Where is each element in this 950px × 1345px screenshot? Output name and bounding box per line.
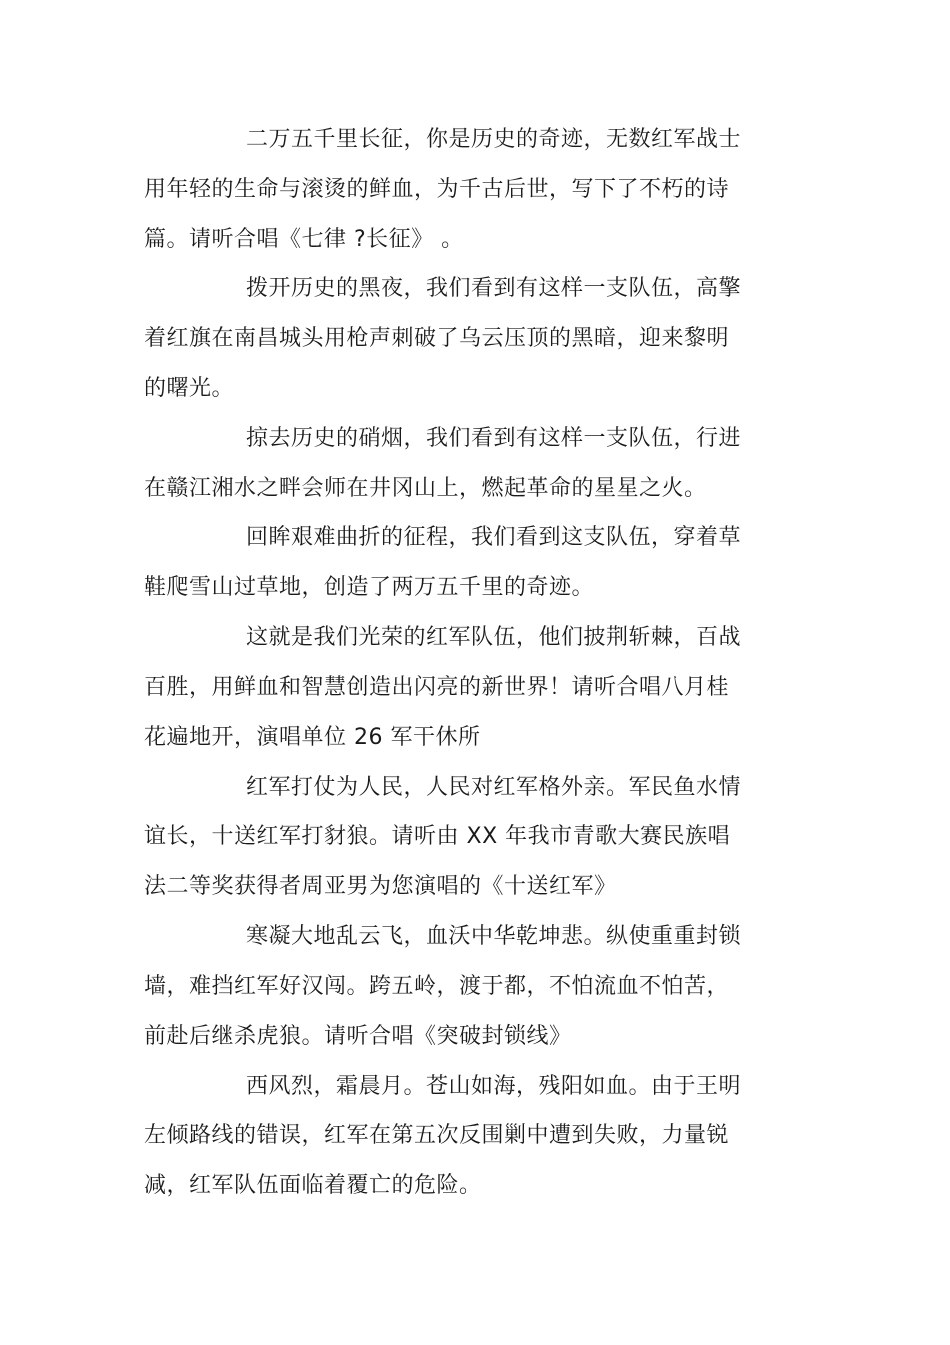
text-line: 红军打仗为人民，人民对红军格外亲。军民鱼水情 bbox=[246, 775, 742, 800]
text-line: 掠去历史的硝烟，我们看到有这样一支队伍，行进 bbox=[246, 426, 742, 451]
text-line: 法二等奖获得者周亚男为您演唱的《十送红军》 bbox=[144, 874, 617, 899]
text-line: 着红旗在南昌城头用枪声刺破了乌云压顶的黑暗，迎来黎明 bbox=[144, 326, 730, 351]
text-line: 谊长，十送红军打豺狼。请听由 XX 年我市青歌大赛民族唱 bbox=[144, 824, 731, 849]
text-line: 二万五千里长征，你是历史的奇迹，无数红军战士 bbox=[246, 127, 742, 152]
text-line: 减，红军队伍面临着覆亡的危险。 bbox=[144, 1173, 482, 1198]
text-line: 花遍地开，演唱单位 26 军干休所 bbox=[144, 725, 481, 750]
text-line: 前赴后继杀虎狼。请听合唱《突破封锁线》 bbox=[144, 1024, 572, 1049]
text-line: 这就是我们光荣的红军队伍，他们披荆斩棘，百战 bbox=[246, 625, 742, 650]
text-line: 左倾路线的错误，红军在第五次反围剿中遭到失败，力量锐 bbox=[144, 1123, 730, 1148]
text-line: 西风烈，霜晨月。苍山如海，残阳如血。由于王明 bbox=[246, 1074, 742, 1099]
text-line: 篇。请听合唱《七律 ?长征》 。 bbox=[144, 227, 464, 252]
text-line: 回眸艰难曲折的征程，我们看到这支队伍，穿着草 bbox=[246, 525, 742, 550]
text-line: 用年轻的生命与滚烫的鲜血，为千古后世，写下了不朽的诗 bbox=[144, 177, 730, 202]
text-line: 在赣江湘水之畔会师在井冈山上，燃起革命的星星之火。 bbox=[144, 476, 707, 501]
text-line: 鞋爬雪山过草地，创造了两万五千里的奇迹。 bbox=[144, 575, 595, 600]
text-line: 拨开历史的黑夜，我们看到有这样一支队伍，高擎 bbox=[246, 276, 742, 301]
text-line: 寒凝大地乱云飞，血沃中华乾坤悲。纵使重重封锁 bbox=[246, 924, 742, 949]
text-line: 百胜，用鲜血和智慧创造出闪亮的新世界！请听合唱八月桂 bbox=[144, 675, 730, 700]
text-line: 墙，难挡红军好汉闯。跨五岭，渡于都，不怕流血不怕苦， bbox=[144, 974, 730, 999]
text-line: 的曙光。 bbox=[144, 376, 235, 401]
